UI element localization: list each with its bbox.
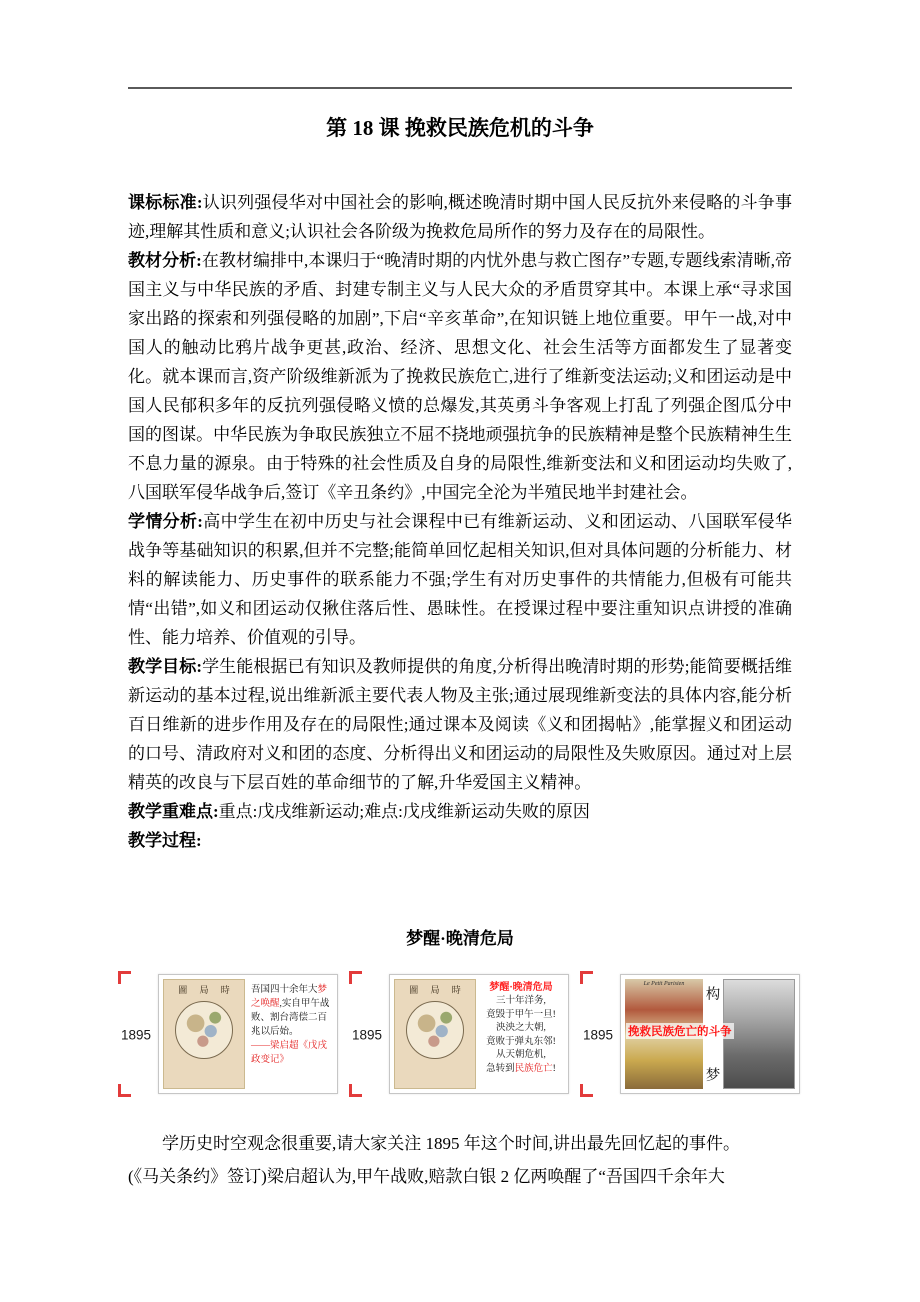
slide-line-plain: 急转到 (486, 1063, 515, 1074)
crop-mark-icon (580, 971, 593, 984)
slide-thumbnail-1 (158, 974, 338, 1094)
slide-thumbnail-2 (389, 974, 569, 1094)
crop-mark-icon (349, 971, 362, 984)
paragraph-text: 学生能根据已有知识及教师提供的角度,分析得出晚清时期的形势;能简要概括维新运动的基本过程,说出维新派主要代表人物及主张;通过展现维新变法的具体内容,能分析百日维新的进步作用及存在的局限性;通过课本及阅读《义和团揭帖》,能掌握义和团运动的口号、清政府对义和团的态度、分析得出义和团运动的局限性及失败原因。通过对上层精英的改良与下层百姓的革命细节的了解,升华爱国主义精神。 (128, 657, 792, 792)
figure-block-3 (580, 971, 802, 1099)
paragraph-text: 高中学生在初中历史与社会课程中已有维新运动、义和团运动、八国联军侵华战争等基础知识的积累,但并不完整;能简单回忆起相关知识,但对具体问题的分析能力、材料的解读能力、历史事件的联系能力不强;学生有对历史事件的共情能力,但极有可能共情“出错”,如义和团运动仅揪住落后性、愚昧性。在授课过程中要注重知识点讲授的准确性、能力培养、价值观的引导。 (128, 512, 792, 647)
map-illustration (406, 1001, 464, 1059)
paragraph-course-standard (128, 188, 792, 246)
year-label: 1895 (583, 1027, 614, 1043)
paragraph-text: 重点:戊戌维新运动;难点:戊戌维新运动失败的原因 (218, 802, 590, 821)
paragraph-key-points (128, 797, 792, 826)
bottom-zone (0, 924, 920, 1193)
slide-line: 竟毁于甲午一旦! (486, 1009, 556, 1020)
crop-mark-icon (118, 971, 131, 984)
slide-line-highlight: 民族危亡 (514, 1063, 553, 1074)
figure-block-2 (349, 971, 571, 1099)
map-illustration (175, 1001, 233, 1059)
slide-line (480, 1063, 562, 1077)
paragraph-text: 在教材编排中,本课归于“晚清时期的内忧外患与救亡图存”专题,专题线索清晰,帝国主义与中华民族的矛盾、封建专制主义与人民大众的矛盾贯穿其中。本课上承“寻求国家出路的探索和列强侵略的加剧”,下启“辛亥革命”,在知识链上地位重要。甲午一战,对中国人的触动比鸦片战争更甚,政治、经济、思想文化、社会生活等方面都发生了显著变化。就本课而言,资产阶级维新派为了挽救民族危亡,进行了维新变法运动;义和团运动是中国人民郁积多年的反抗列强侵略义愤的总爆发,其英勇斗争客观上打乱了列强企图瓜分中国的图谋。中华民族为争取民族独立不屈不挠地顽强抗争的民族精神是整个民族精神生生不息力量的源泉。由于特殊的社会性质及自身的局限性,维新变法和义和团运动均失败了,八国联军侵华战争后,签订《辛丑条约》,中国完全沦为半殖民地半封建社会。 (128, 251, 792, 502)
bw-photo-image (723, 979, 795, 1089)
slide-title: 梦醒·晚清危局 (489, 982, 553, 993)
crop-mark-icon (118, 1084, 131, 1097)
slide-title-overlay: 挽救民族危亡的斗争 (626, 1023, 734, 1039)
quote-text (245, 979, 333, 1089)
quote-highlight: 梦之唤醒 (251, 985, 328, 1009)
paragraph-label: 教学目标: (128, 657, 202, 676)
paragraph-label: 课标标准: (128, 193, 203, 212)
header-divider (128, 87, 792, 89)
quote-plain: 吾国四十余年大 (251, 985, 318, 995)
slide-thumbnail-3 (620, 974, 800, 1094)
paragraph-material-analysis (128, 246, 792, 507)
section-heading: 梦醒·晚清危局 (406, 929, 514, 948)
year-label: 1895 (352, 1027, 383, 1043)
slide-line: 三十年洋务, (496, 996, 546, 1006)
paragraph-text: 认识列强侵华对中国社会的影响,概述晚清时期中国人民反抗外来侵略的斗争事迹,理解其性质和意义;认识社会各阶级为挽救危局所作的努力及存在的局限性。 (128, 193, 792, 241)
paragraph-label: 教学重难点: (128, 802, 219, 821)
quote-source: ——梁启超《戊戌政变记》 (251, 1041, 328, 1065)
year-label: 1895 (121, 1027, 152, 1043)
slide-line-end: ! (552, 1063, 556, 1074)
character-top: 构 (705, 987, 721, 1003)
slide-line: 泱泱之大朝, (496, 1023, 546, 1033)
paragraph-label: 教学过程: (128, 831, 202, 850)
slide-text (476, 979, 564, 1089)
crop-mark-icon (349, 1084, 362, 1097)
footer-paragraph-1: 学历史时空观念很重要,请大家关注 1895 年这个时间,讲出最先回忆起的事件。 (162, 1134, 740, 1153)
footer-paragraph-2: (《马关条约》签订)梁启超认为,甲午战败,赔款白银 2 亿两唤醒了“吾国四千余年大 (128, 1167, 725, 1186)
document-title: 第 18 课 挽救民族危机的斗争 (326, 116, 594, 140)
paragraph-label: 教材分析: (128, 251, 202, 270)
character-bottom: 梦 (705, 1068, 721, 1084)
paragraph-label: 学情分析: (128, 512, 203, 531)
paragraph-teaching-process (128, 826, 792, 855)
shiju-map-image (394, 979, 476, 1089)
painting-caption: Le Petit Parisien (643, 981, 685, 987)
crop-mark-icon (580, 1084, 593, 1097)
quote-plain: ,实自甲午战败、割台湾偿二百兆以后始。 (251, 999, 330, 1037)
figure-row (0, 971, 920, 1099)
paragraph-student-analysis (128, 507, 792, 652)
image-title: 圖 局 時 (178, 985, 235, 995)
image-title: 圖 局 時 (409, 985, 466, 995)
figure-block-1 (118, 971, 340, 1099)
footer-text (128, 1127, 792, 1193)
shiju-map-image (163, 979, 245, 1089)
slide-line: 竟败于弹丸东邻! (486, 1036, 556, 1047)
document-body (128, 188, 792, 855)
slide-line: 从天朝危机, (496, 1050, 546, 1060)
paragraph-teaching-goals (128, 652, 792, 797)
